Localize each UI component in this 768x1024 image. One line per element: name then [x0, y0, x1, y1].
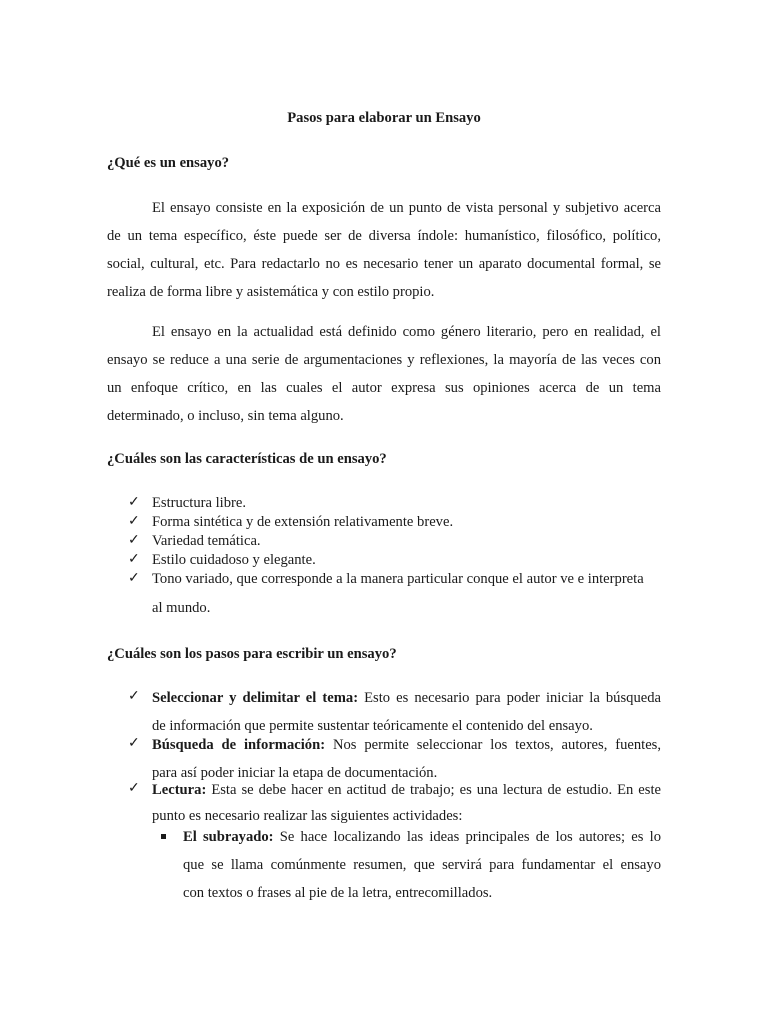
list-item: Forma sintética y de extensión relativamente breve.: [152, 514, 454, 530]
paragraph-line: un enfoque crítico, en las cuales el autor expresa sus opiniones acerca de un tema: [107, 380, 661, 396]
checkmark-icon: ✓: [128, 552, 140, 567]
step-text: punto es necesario realizar las siguientes actividades:: [152, 808, 463, 824]
square-bullet-icon: [161, 834, 166, 839]
paragraph-1: [107, 194, 661, 306]
step-text: de información que permite sustentar teóricamente el contenido del ensayo.: [152, 718, 593, 734]
checkmark-icon: ✓: [128, 495, 140, 510]
list-item-continuation: al mundo.: [152, 600, 211, 616]
paragraph-line: social, cultural, etc. Para redactarlo no es necesario tener un aparato documental formal, se: [107, 256, 661, 272]
heading-caracteristicas: ¿Cuáles son las características de un ensayo?: [107, 451, 387, 467]
checkmark-icon: ✓: [128, 514, 140, 529]
step-text: Esto es necesario para poder iniciar la búsqueda: [364, 690, 661, 706]
paragraph-line: El ensayo en la actualidad está definido como género literario, pero en realidad, el: [152, 324, 661, 340]
step-label: Seleccionar y delimitar el tema:: [152, 690, 359, 706]
step-text: Nos permite seleccionar los textos, autores, fuentes,: [332, 737, 661, 753]
step-label: Lectura:: [152, 782, 207, 798]
checkmark-icon: ✓: [128, 689, 140, 704]
list-item: Tono variado, que corresponde a la manera particular conque el autor ve e interpreta: [152, 571, 644, 587]
paragraph-line: El ensayo consiste en la exposición de un punto de vista personal y subjetivo acerca: [152, 200, 661, 216]
checkmark-icon: ✓: [128, 571, 140, 586]
list-item: Estructura libre.: [152, 495, 247, 511]
paragraph-line: realiza de forma libre y asistemática y con estilo propio.: [107, 284, 435, 300]
step-text: para así poder iniciar la etapa de documentación.: [152, 765, 438, 781]
paragraph-line: de un tema específico, éste puede ser de diversa índole: humanístico, filosófico, político,: [107, 228, 661, 244]
step-item: [152, 777, 661, 829]
list-item: Estilo cuidadoso y elegante.: [152, 552, 316, 568]
substep-text: que se llama comúnmente resumen, que servirá para fundamentar el ensayo: [183, 857, 661, 873]
step-text: Esta se debe hacer en actitud de trabajo; es una lectura de estudio. En este: [211, 782, 661, 798]
document-title: Pasos para elaborar un Ensayo: [287, 110, 481, 126]
substep-item: [183, 823, 661, 907]
paragraph-line: ensayo se reduce a una serie de argumentaciones y reflexiones, la mayoría de las veces con: [107, 352, 661, 368]
heading-que-es: ¿Qué es un ensayo?: [107, 155, 230, 171]
list-item: Variedad temática.: [152, 533, 261, 549]
paragraph-2: [107, 318, 661, 430]
checkmark-icon: ✓: [128, 781, 140, 796]
paragraph-line: determinado, o incluso, sin tema alguno.: [107, 408, 344, 424]
heading-pasos: ¿Cuáles son los pasos para escribir un ensayo?: [107, 646, 397, 662]
step-label: Búsqueda de información:: [152, 737, 326, 753]
substep-label: El subrayado:: [183, 829, 274, 845]
checkmark-icon: ✓: [128, 533, 140, 548]
substep-text: Se hace localizando las ideas principales de los autores; es lo: [279, 829, 661, 845]
substep-text: con textos o frases al pie de la letra, entrecomillados.: [183, 885, 493, 901]
checkmark-icon: ✓: [128, 736, 140, 751]
